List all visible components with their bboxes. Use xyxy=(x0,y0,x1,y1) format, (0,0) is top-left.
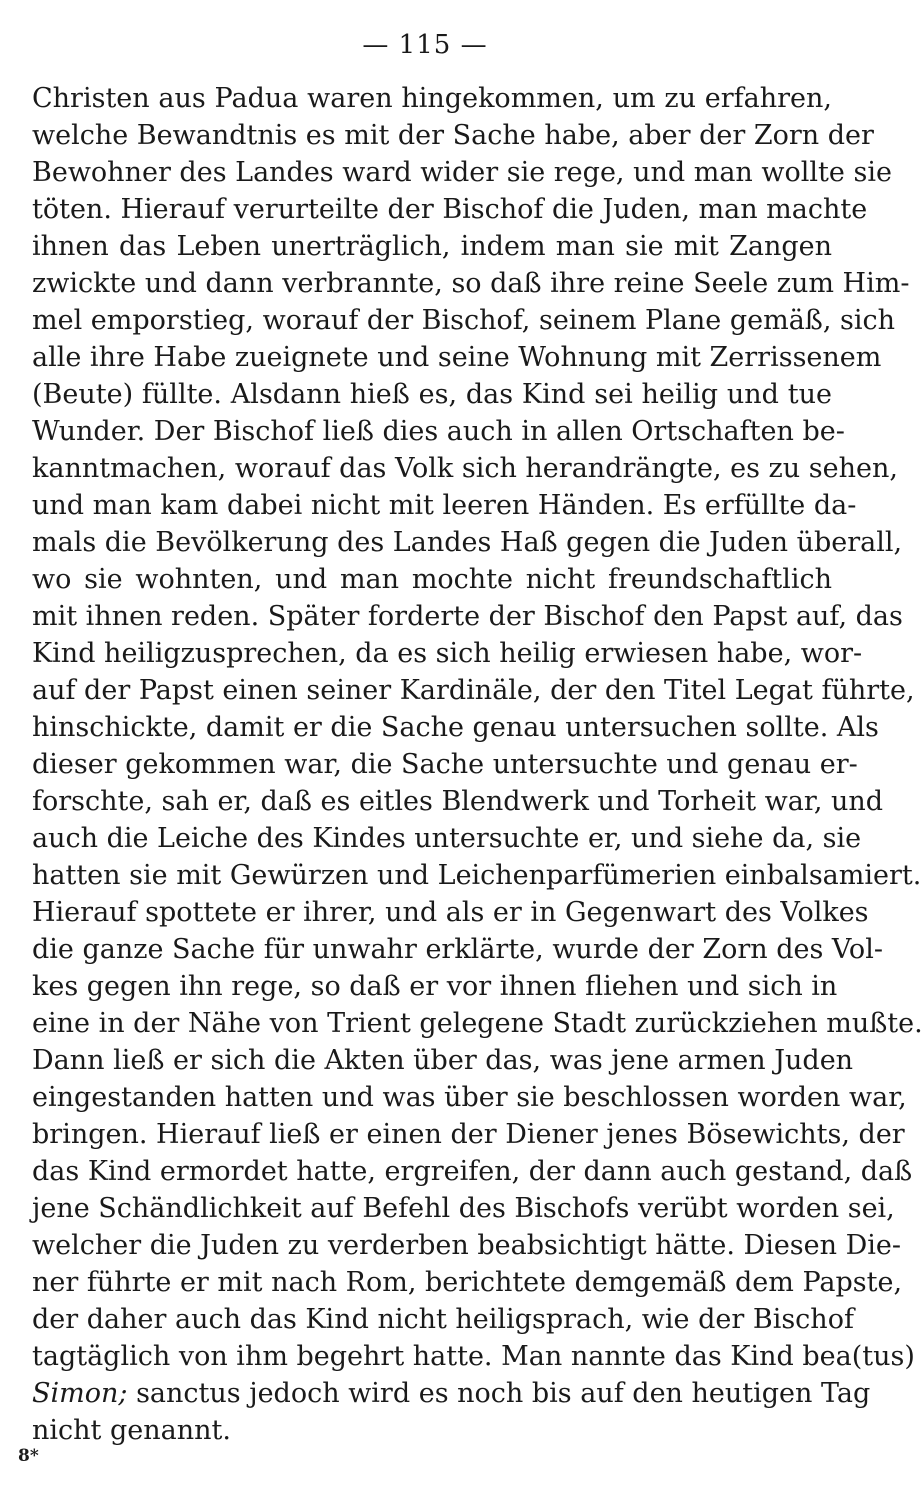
text-line: Kind heiligzusprechen, da es sich heilig erwiesen habe, wor- xyxy=(32,638,863,669)
text-line: hatten sie mit Gewürzen und Leichenparfümerien einbalsamiert. xyxy=(32,860,922,891)
page-number: — 115 — xyxy=(362,30,488,60)
text-line: eingestanden hatten und was über sie beschlossen worden war, xyxy=(32,1082,907,1113)
text-line: Wunder. Der Bischof ließ dies auch in allen Ortschaften be- xyxy=(32,416,845,447)
text-line: bringen. Hierauf ließ er einen der Diener jenes Bösewichts, der xyxy=(32,1119,905,1150)
text-line: töten. Hierauf verurteilte der Bischof die Juden, man machte xyxy=(32,194,868,225)
text-line: auch die Leiche des Kindes untersuchte er, und siehe da, sie xyxy=(32,823,862,854)
text-line: auf der Papst einen seiner Kardinäle, der den Titel Legat führte, xyxy=(32,675,915,706)
text-line: tagtäglich von ihm begehrt hatte. Man nannte das Kind bea(tus) xyxy=(32,1341,915,1372)
text-line: welcher die Juden zu verderben beabsichtigt hätte. Diesen Die- xyxy=(32,1230,901,1261)
printer-signature-mark: 8* xyxy=(18,1446,39,1466)
text-line: welche Bewandtnis es mit der Sache habe, aber der Zorn der xyxy=(32,120,874,151)
text-line: und man kam dabei nicht mit leeren Händen. Es erfüllte da- xyxy=(32,490,857,521)
text-line: forschte, sah er, daß es eitles Blendwerk und Torheit war, und xyxy=(32,786,884,817)
italic-line-rest: sanctus jedoch wird es noch bis auf den heutigen Tag xyxy=(127,1378,871,1409)
italic-name: Simon; xyxy=(32,1378,128,1409)
text-line: wo sie wohnten, und man mochte nicht freundschaftlich xyxy=(32,564,832,595)
text-line: mit ihnen reden. Später forderte der Bischof den Papst auf, das xyxy=(32,601,903,632)
text-line: mel emporstieg, worauf der Bischof, seinem Plane gemäß, sich xyxy=(32,305,896,336)
text-line: ihnen das Leben unerträglich, indem man sie mit Zangen xyxy=(32,231,832,262)
text-line-final: nicht genannt. xyxy=(32,1415,231,1446)
text-line: (Beute) füllte. Alsdann hieß es, das Kind sei heilig und tue xyxy=(32,379,832,410)
text-line: alle ihre Habe zueignete und seine Wohnung mit Zerrissenem xyxy=(32,342,882,373)
body-text xyxy=(32,80,923,1449)
text-line: jene Schändlichkeit auf Befehl des Bischofs verübt worden sei, xyxy=(32,1193,895,1224)
text-line-italic xyxy=(32,1375,871,1412)
text-line: Bewohner des Landes ward wider sie rege, und man wollte sie xyxy=(32,157,892,188)
text-line: dieser gekommen war, die Sache untersuchte und genau er- xyxy=(32,749,858,780)
text-line: ner führte er mit nach Rom, berichtete demgemäß dem Papste, xyxy=(32,1267,903,1298)
text-line: Hierauf spottete er ihrer, und als er in Gegenwart des Volkes xyxy=(32,897,869,928)
text-line: der daher auch das Kind nicht heiligsprach, wie der Bischof xyxy=(32,1304,854,1335)
text-line: kes gegen ihn rege, so daß er vor ihnen fliehen und sich in xyxy=(32,971,838,1002)
text-line: zwickte und dann verbrannte, so daß ihre reine Seele zum Him- xyxy=(32,268,910,299)
text-line: das Kind ermordet hatte, ergreifen, der dann auch gestand, daß xyxy=(32,1156,913,1187)
text-line: mals die Bevölkerung des Landes Haß gegen die Juden überall, xyxy=(32,527,903,558)
text-line: Christen aus Padua waren hingekommen, um zu erfahren, xyxy=(32,83,832,114)
text-line: die ganze Sache für unwahr erklärte, wurde der Zorn des Vol- xyxy=(32,934,883,965)
text-line: hinschickte, damit er die Sache genau untersuchen sollte. Als xyxy=(32,712,879,743)
text-line: Dann ließ er sich die Akten über das, was jene armen Juden xyxy=(32,1045,854,1076)
text-line: eine in der Nähe von Trient gelegene Stadt zurückziehen mußte. xyxy=(32,1008,923,1039)
text-line: kanntmachen, worauf das Volk sich herandrängte, es zu sehen, xyxy=(32,453,898,484)
